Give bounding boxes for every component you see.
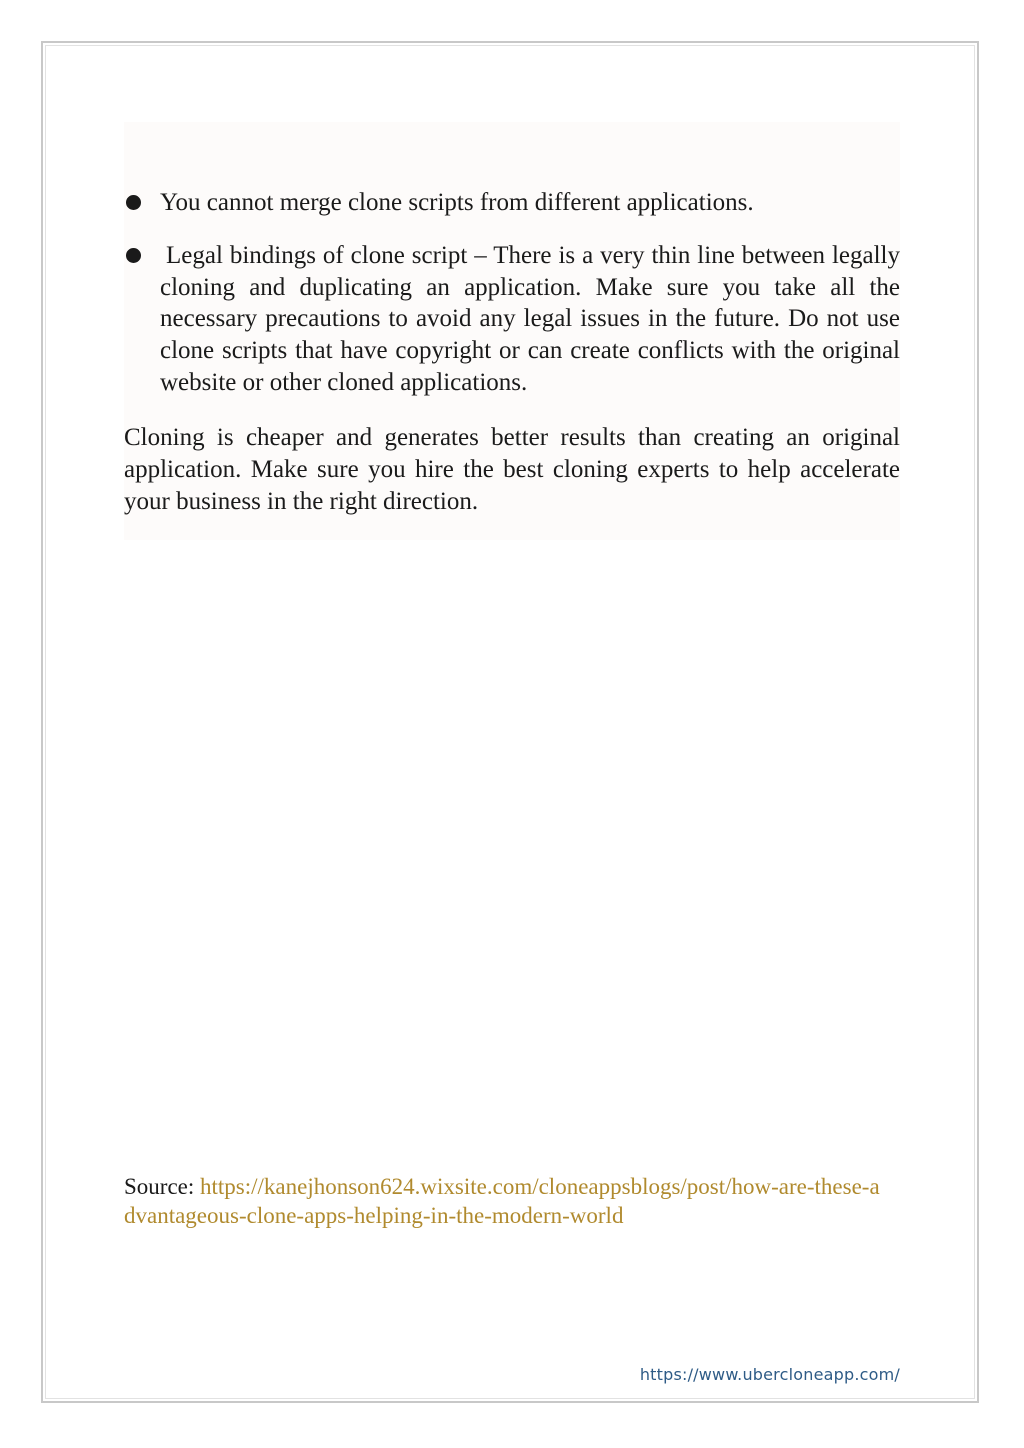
bullet-icon [126, 195, 141, 210]
closing-paragraph: Cloning is cheaper and generates better results than creating an original application. Make sure you hire the best cloning experts to help accelerate your business in the right direction. [124, 424, 900, 515]
source-link[interactable]: https://kanejhonson624.wixsite.com/cloneappsblogs/post/how-are-these-advantageous-clone-apps-helping-in-the-modern-world [124, 1174, 880, 1228]
list-item [124, 187, 900, 219]
bullet-list [124, 187, 900, 420]
source-label: Source: [124, 1174, 201, 1199]
bullet-icon [126, 248, 141, 263]
source-line [124, 1172, 884, 1230]
bullet-text: You cannot merge clone scripts from different applications. [160, 189, 754, 216]
footer-url-link[interactable]: https://www.ubercloneapp.com/ [639, 1365, 900, 1384]
bullet-text: Legal bindings of clone script – There is a very thin line between legally cloning and duplicating an application. Make sure you take all the necessary precautions to avoid any legal issues in the future. Do not use clone scripts that have copyright or can create conflicts with the original website or other cloned applications. [160, 241, 900, 396]
list-item [124, 240, 900, 399]
